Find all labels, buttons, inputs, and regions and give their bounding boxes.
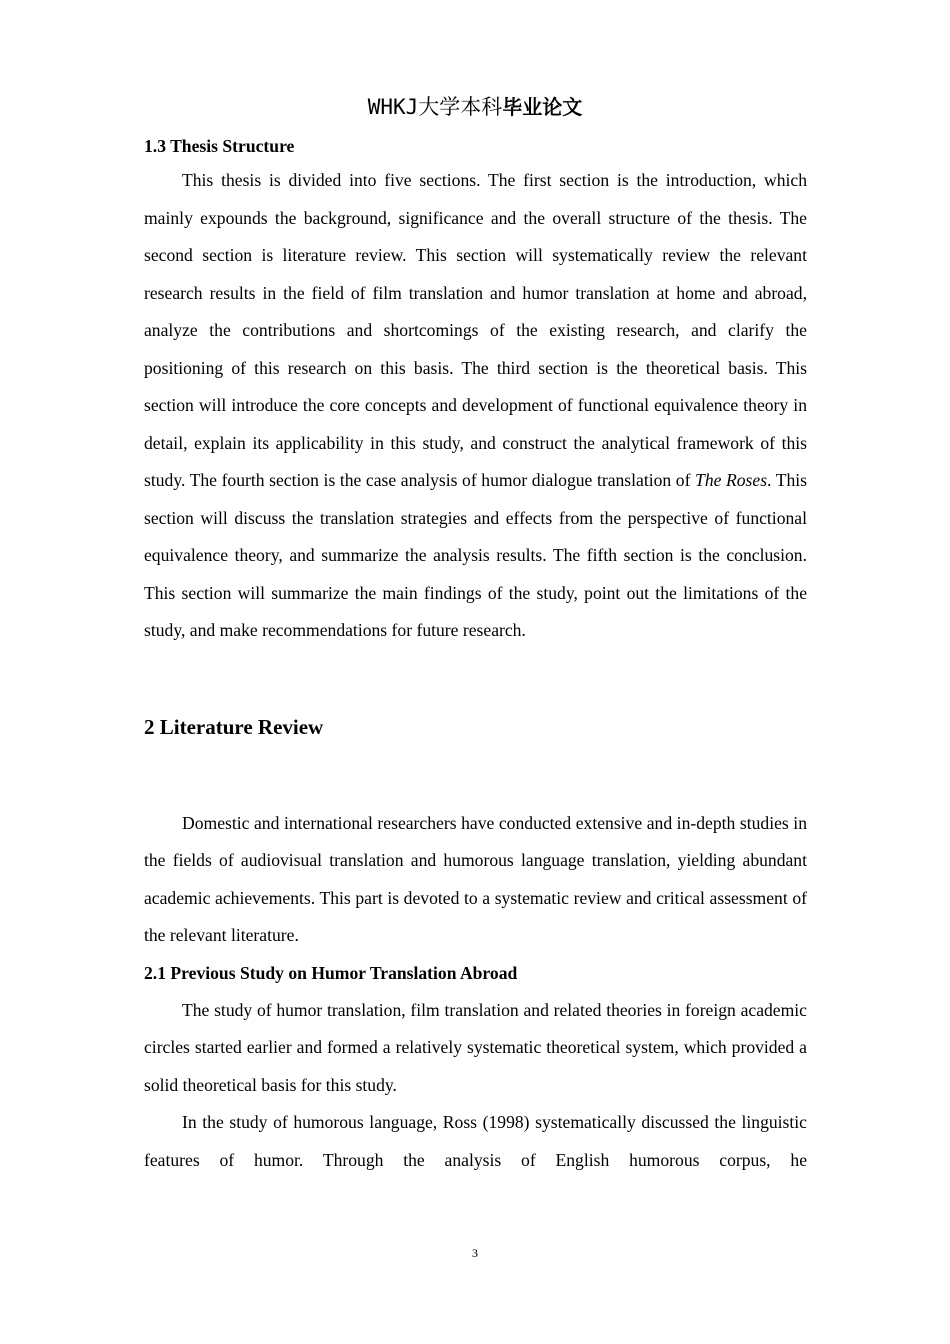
header-title-right: 毕业论文: [502, 95, 583, 119]
page-number: 3: [472, 1246, 478, 1260]
running-header: [0, 92, 950, 122]
header-title-left: WHKJ大学本科: [367, 95, 503, 119]
chapter-heading-2: 2 Literature Review: [144, 714, 324, 739]
page-body: [144, 130, 807, 1179]
humor-translation-abroad-paragraph-1: The study of humor translation, film translation and related theories in foreign academic circles started earlier and formed a relatively systematic theoretical system, which provided a solid theoretical basis for this study.: [144, 999, 807, 1095]
film-title-italic: The Roses: [695, 470, 768, 490]
thesis-structure-paragraph: [144, 162, 807, 650]
humor-translation-abroad-paragraph-2: In the study of humorous language, Ross (1998) systematically discussed the linguistic features of humor. Through the analysis of English humorous corpus, he: [144, 1112, 807, 1170]
section-heading-1-3: 1.3 Thesis Structure: [144, 136, 295, 156]
thesis-structure-text-a: This thesis is divided into five sections. The first section is the introduction, which mainly expounds the background, significance and the overall structure of the thesis. The second section is literature review. This section will systematically review the relevant research results in the field of film translation and humor translation at home and abroad, analyze the contributions and shortcomings of the existing research, and clarify the positioning of this research on this basis. The third section is the theoretical basis. This section will introduce the core concepts and development of functional equivalence theory in detail, explain its applicability in this study, and construct the analytical framework of this study. The fourth section is the case analysis of humor dialogue translation of: [144, 170, 807, 490]
literature-review-intro-paragraph: Domestic and international researchers have conducted extensive and in-depth studies in the fields of audiovisual translation and humorous language translation, yielding abundant academic achievements. This part is devoted to a systematic review and critical assessment of the relevant literature.: [144, 812, 807, 945]
thesis-structure-text-b: . This section will discuss the translation strategies and effects from the perspective of functional equivalence theory, and summarize the analysis results. The fifth section is the conclusion. This section will summarize the main findings of the study, point out the limitations of the study, and make recommendations for future research.: [144, 470, 807, 640]
section-heading-2-1: 2.1 Previous Study on Humor Translation Abroad: [144, 962, 518, 983]
